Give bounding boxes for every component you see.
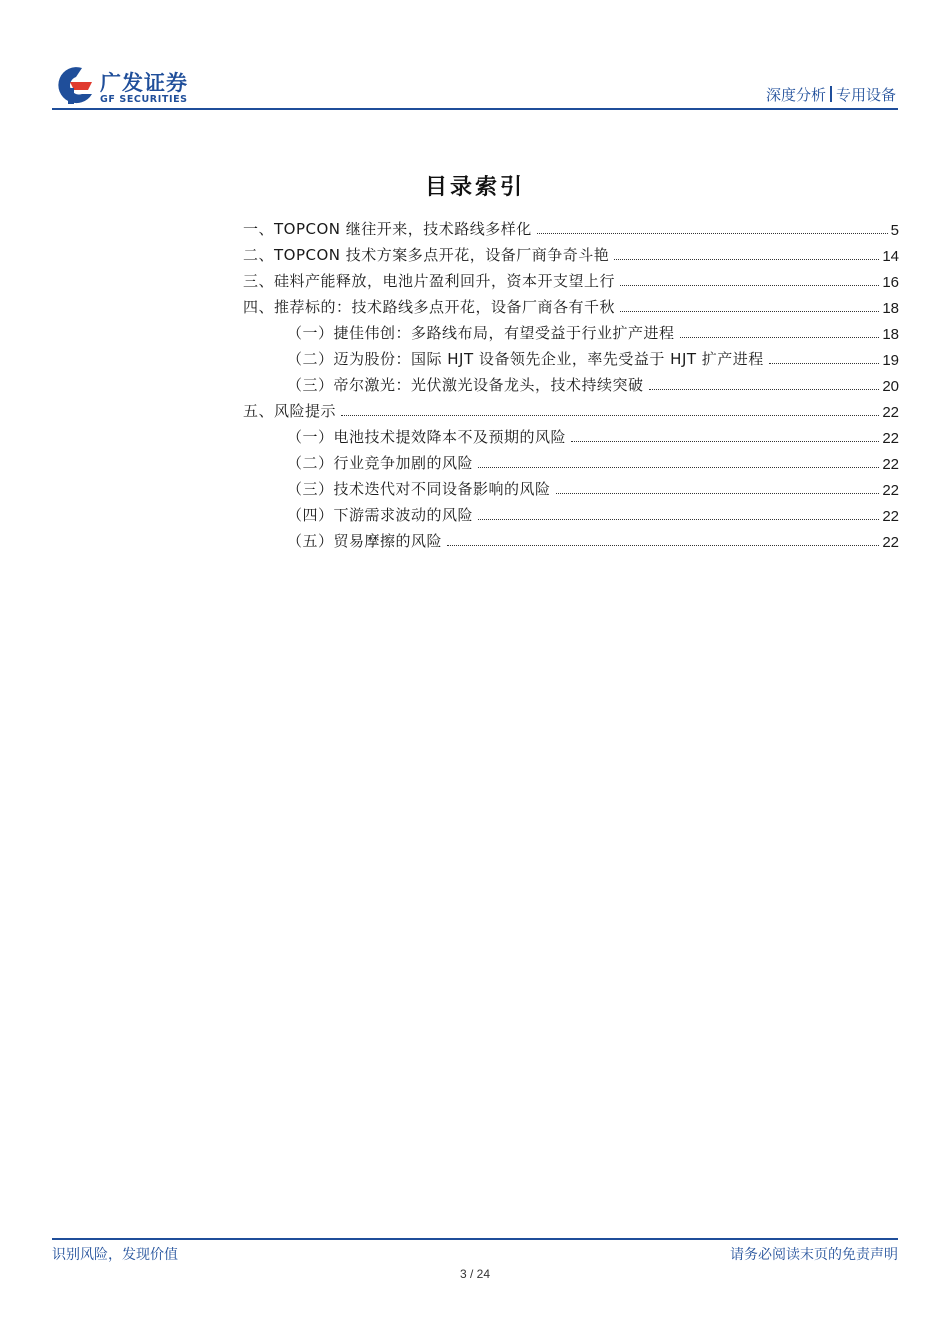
- toc-subentry[interactable]: [243, 447, 899, 473]
- toc-entry-text: 三、硅料产能释放，电池片盈利回升，资本开支望上行: [243, 272, 616, 290]
- toc-page-number: 16: [882, 274, 899, 291]
- toc-entry-text: 五、风险提示: [243, 402, 337, 420]
- toc-entry-text: （三）帝尔激光：光伏激光设备龙头，技术持续突破: [287, 376, 644, 394]
- toc-subentry[interactable]: [243, 473, 899, 499]
- toc-entry-text: 一、TOPCON 继往开来，技术路线多样化: [243, 220, 532, 238]
- toc-dot-leader: [614, 258, 879, 260]
- toc-entry-text: （一）捷佳伟创：多路线布局，有望受益于行业扩产进程: [287, 324, 675, 342]
- toc-subentry[interactable]: [243, 499, 899, 525]
- toc-entry-text: （二）行业竞争加剧的风险: [287, 454, 474, 472]
- footer-divider: [52, 1238, 898, 1240]
- gf-securities-logo: [52, 64, 212, 108]
- toc-dot-leader: [478, 518, 879, 520]
- toc-page-number: 14: [882, 248, 899, 265]
- toc-entry[interactable]: [243, 239, 899, 265]
- header-divider: [52, 108, 898, 110]
- toc-page-number: 20: [882, 378, 899, 395]
- gf-logo-icon: [52, 64, 96, 108]
- toc-dot-leader: [620, 284, 879, 286]
- header-separator: [830, 86, 832, 102]
- toc-dot-leader: [537, 232, 888, 234]
- toc-dot-leader: [556, 492, 880, 494]
- toc-page-number: 22: [882, 482, 899, 499]
- toc-dot-leader: [478, 466, 879, 468]
- toc-subentry[interactable]: [243, 369, 899, 395]
- footer-disclaimer: 请务必阅读末页的免责声明: [730, 1247, 898, 1263]
- toc-entry-text: （三）技术迭代对不同设备影响的风险: [287, 480, 551, 498]
- toc-subentry[interactable]: [243, 421, 899, 447]
- footer-slogan: 识别风险，发现价值: [52, 1247, 178, 1263]
- toc-subentry[interactable]: [243, 525, 899, 551]
- toc-page-number: 18: [882, 300, 899, 317]
- page-header: [52, 62, 898, 112]
- toc-entry[interactable]: [243, 291, 899, 317]
- table-of-contents: [243, 213, 899, 551]
- toc-subentry[interactable]: [243, 343, 899, 369]
- toc-dot-leader: [620, 310, 879, 312]
- toc-page-number: 22: [882, 456, 899, 473]
- toc-dot-leader: [769, 362, 880, 364]
- toc-page-number: 22: [882, 508, 899, 525]
- logo-chinese-name: 广发证券: [100, 71, 188, 95]
- toc-subentry[interactable]: [243, 317, 899, 343]
- toc-title: 目录索引: [424, 175, 525, 200]
- toc-page-number: 18: [882, 326, 899, 343]
- toc-dot-leader: [571, 440, 879, 442]
- toc-entry-text: （二）迈为股份：国际 HJT 设备领先企业，率先受益于 HJT 扩产进程: [287, 350, 764, 368]
- toc-page-number: 22: [882, 404, 899, 421]
- toc-entry-text: （四）下游需求波动的风险: [287, 506, 474, 524]
- report-category: [766, 84, 896, 105]
- toc-page-number: 5: [890, 222, 899, 239]
- toc-dot-leader: [680, 336, 880, 338]
- toc-entry[interactable]: [243, 395, 899, 421]
- report-sector: 专用设备: [835, 86, 896, 104]
- toc-entry[interactable]: [243, 265, 899, 291]
- toc-dot-leader: [649, 388, 880, 390]
- toc-page-number: 22: [882, 534, 899, 551]
- toc-page-number: 22: [882, 430, 899, 447]
- page-indicator: 3 / 24: [459, 1267, 491, 1281]
- toc-entry-text: （五）贸易摩擦的风险: [287, 532, 443, 550]
- toc-dot-leader: [341, 414, 879, 416]
- toc-entry[interactable]: [243, 213, 899, 239]
- toc-entry-text: 二、TOPCON 技术方案多点开花，设备厂商争奇斗艳: [243, 246, 610, 264]
- logo-english-name: GF SECURITIES: [100, 94, 188, 105]
- toc-entry-text: （一）电池技术提效降本不及预期的风险: [287, 428, 567, 446]
- toc-page-number: 19: [882, 352, 899, 369]
- toc-dot-leader: [447, 544, 879, 546]
- toc-entry-text: 四、推荐标的：技术路线多点开花，设备厂商各有千秋: [243, 298, 616, 316]
- report-type: 深度分析: [765, 86, 826, 104]
